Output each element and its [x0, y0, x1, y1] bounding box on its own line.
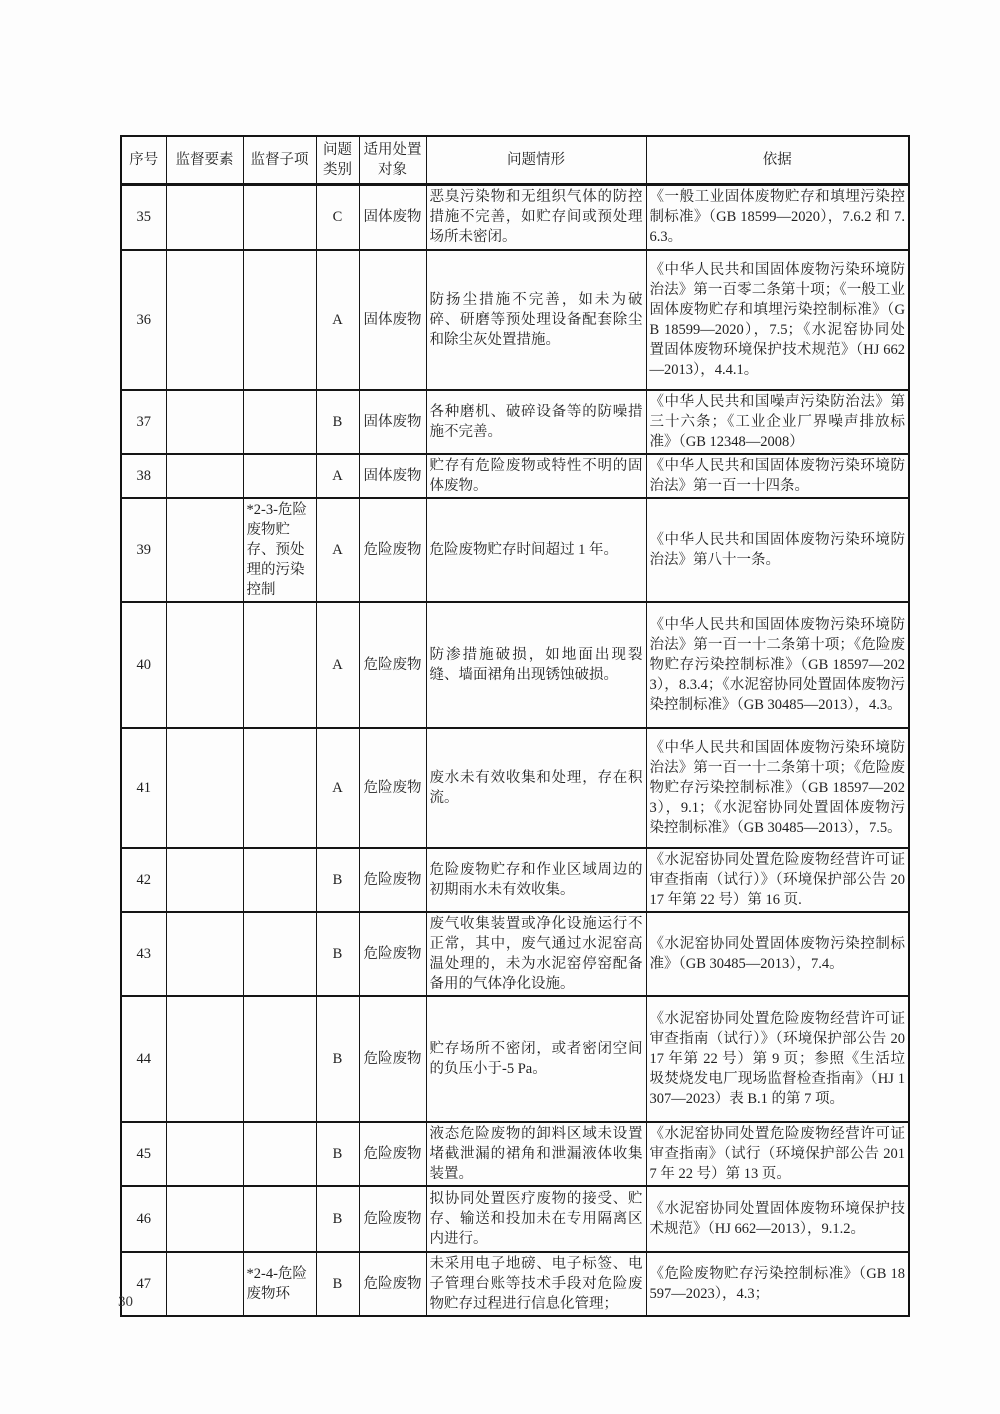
- cell-seq-no: 42: [121, 848, 166, 912]
- cell-problem-class: B: [316, 912, 359, 996]
- cell-basis: 《中华人民共和国固体废物污染环境防治法》第一百一十二条第十项；《危险废物贮存污染控制标准》（GB 18597—2023），8.3.4；《水泥窑协同处置固体废物污染控制标准》（GB 30485—2013），4.3。: [646, 602, 909, 728]
- cell-seq-no: 46: [121, 1186, 166, 1252]
- cell-seq-no: 37: [121, 390, 166, 454]
- cell-problem-situation: 未采用电子地磅、电子标签、电子管理台账等技术手段对危险废物贮存过程进行信息化管理；: [426, 1252, 646, 1316]
- cell-problem-situation: 贮存场所不密闭，或者密闭空间的负压小于-5 Pa。: [426, 996, 646, 1122]
- table-row: [121, 1252, 909, 1316]
- cell-seq-no: 41: [121, 728, 166, 848]
- cell-basis: 《一般工业固体废物贮存和填埋污染控制标准》（GB 18599—2020），7.6.2 和 7.6.3。: [646, 185, 909, 250]
- cell-applicable-target: 危险废物: [359, 912, 426, 996]
- cell-applicable-target: 危险废物: [359, 1252, 426, 1316]
- cell-problem-class: B: [316, 1186, 359, 1252]
- cell-supervision-subitem: [243, 912, 316, 996]
- cell-applicable-target: 固体废物: [359, 185, 426, 250]
- cell-seq-no: 47: [121, 1252, 166, 1316]
- cell-applicable-target: 危险废物: [359, 848, 426, 912]
- cell-problem-class: A: [316, 602, 359, 728]
- cell-supervision-element: [166, 1252, 243, 1316]
- cell-seq-no: 44: [121, 996, 166, 1122]
- cell-applicable-target: 危险废物: [359, 498, 426, 602]
- header-seq-no: 序号: [121, 136, 166, 185]
- cell-supervision-subitem: [243, 454, 316, 498]
- table-row: [121, 996, 909, 1122]
- cell-seq-no: 35: [121, 185, 166, 250]
- cell-supervision-element: [166, 848, 243, 912]
- cell-supervision-subitem: *2-3-危险废物贮存、预处理的污染控制: [243, 498, 316, 602]
- cell-supervision-subitem: [243, 996, 316, 1122]
- cell-supervision-subitem: [243, 602, 316, 728]
- cell-supervision-element: [166, 454, 243, 498]
- cell-supervision-element: [166, 1122, 243, 1186]
- cell-basis: 《中华人民共和国固体废物污染环境防治法》第一百零二条第十项；《一般工业固体废物贮存和填埋污染控制标准》（GB 18599—2020），7.5；《水泥窑协同处置固体废物环境保护技术规范》（HJ 662—2013），4.4.1。: [646, 250, 909, 390]
- cell-seq-no: 40: [121, 602, 166, 728]
- inspection-items-table: [120, 135, 910, 1317]
- cell-supervision-element: [166, 498, 243, 602]
- table-row: [121, 185, 909, 250]
- cell-supervision-element: [166, 728, 243, 848]
- cell-applicable-target: 固体废物: [359, 250, 426, 390]
- cell-seq-no: 43: [121, 912, 166, 996]
- cell-problem-situation: 废水未有效收集和处理，存在积流。: [426, 728, 646, 848]
- cell-supervision-subitem: [243, 390, 316, 454]
- cell-basis: 《危险废物贮存污染控制标准》（GB 18597—2023），4.3；: [646, 1252, 909, 1316]
- cell-supervision-subitem: [243, 848, 316, 912]
- cell-applicable-target: 危险废物: [359, 602, 426, 728]
- table-row: [121, 912, 909, 996]
- cell-problem-situation: 防渗措施破损，如地面出现裂缝、墙面裙角出现锈蚀破损。: [426, 602, 646, 728]
- header-problem-situation: 问题情形: [426, 136, 646, 185]
- cell-basis: 《水泥窑协同处置危险废物经营许可证审查指南（试行）》（环境保护部公告 2017 年第 22 号）第 16 页.: [646, 848, 909, 912]
- cell-supervision-element: [166, 250, 243, 390]
- cell-supervision-element: [166, 390, 243, 454]
- cell-supervision-subitem: [243, 728, 316, 848]
- cell-problem-class: A: [316, 454, 359, 498]
- cell-seq-no: 36: [121, 250, 166, 390]
- cell-supervision-subitem: [243, 185, 316, 250]
- cell-problem-situation: 危险废物贮存时间超过 1 年。: [426, 498, 646, 602]
- table-row: [121, 498, 909, 602]
- cell-problem-class: B: [316, 390, 359, 454]
- cell-problem-situation: 拟协同处置医疗废物的接受、贮存、输送和投加未在专用隔离区内进行。: [426, 1186, 646, 1252]
- cell-problem-class: A: [316, 250, 359, 390]
- cell-basis: 《水泥窑协同处置固体废物环境保护技术规范》（HJ 662—2013），9.1.2。: [646, 1186, 909, 1252]
- table-row: [121, 848, 909, 912]
- table-row: [121, 454, 909, 498]
- cell-applicable-target: 固体废物: [359, 454, 426, 498]
- cell-basis: 《水泥窑协同处置危险废物经营许可证审查指南》（试行（环境保护部公告 2017 年 22 号）第 13 页。: [646, 1122, 909, 1186]
- cell-basis: 《中华人民共和国固体废物污染环境防治法》第八十一条。: [646, 498, 909, 602]
- cell-problem-class: B: [316, 848, 359, 912]
- header-basis: 依据: [646, 136, 909, 185]
- cell-problem-class: B: [316, 1122, 359, 1186]
- cell-problem-class: A: [316, 498, 359, 602]
- cell-problem-situation: 各种磨机、破碎设备等的防噪措施不完善。: [426, 390, 646, 454]
- cell-problem-situation: 废气收集装置或净化设施运行不正常，其中，废气通过水泥窑高温处理的，未为水泥窑停窑配备备用的气体净化设施。: [426, 912, 646, 996]
- cell-supervision-element: [166, 1186, 243, 1252]
- cell-problem-class: B: [316, 1252, 359, 1316]
- cell-basis: 《中华人民共和国噪声污染防治法》第三十六条；《工业企业厂界噪声排放标准》（GB 12348—2008）: [646, 390, 909, 454]
- table-row: [121, 1186, 909, 1252]
- cell-applicable-target: 危险废物: [359, 1186, 426, 1252]
- cell-problem-situation: 防扬尘措施不完善，如未为破碎、研磨等预处理设备配套除尘和除尘灰处置措施。: [426, 250, 646, 390]
- cell-basis: 《中华人民共和国固体废物污染环境防治法》第一百一十四条。: [646, 454, 909, 498]
- cell-basis: 《水泥窑协同处置危险废物经营许可证审查指南（试行）》（环境保护部公告 2017 年第 22 号）第 9 页；参照《生活垃圾焚烧发电厂现场监督检查指南》（HJ 1307—2023）表 B.1 的第 7 项。: [646, 996, 909, 1122]
- cell-seq-no: 39: [121, 498, 166, 602]
- table-header-row: [121, 136, 909, 185]
- header-supervision-element: 监督要素: [166, 136, 243, 185]
- cell-supervision-subitem: [243, 1186, 316, 1252]
- cell-problem-situation: 恶臭污染物和无组织气体的防控措施不完善，如贮存间或预处理场所未密闭。: [426, 185, 646, 250]
- cell-seq-no: 45: [121, 1122, 166, 1186]
- cell-supervision-element: [166, 602, 243, 728]
- cell-applicable-target: 危险废物: [359, 728, 426, 848]
- cell-problem-class: A: [316, 728, 359, 848]
- cell-seq-no: 38: [121, 454, 166, 498]
- cell-applicable-target: 危险废物: [359, 996, 426, 1122]
- cell-supervision-element: [166, 185, 243, 250]
- table-row: [121, 390, 909, 454]
- cell-problem-class: B: [316, 996, 359, 1122]
- cell-problem-situation: 贮存有危险废物或特性不明的固体废物。: [426, 454, 646, 498]
- page-number: 30: [118, 1294, 133, 1310]
- cell-supervision-subitem: *2-4-危险废物环: [243, 1252, 316, 1316]
- cell-problem-situation: 危险废物贮存和作业区域周边的初期雨水未有效收集。: [426, 848, 646, 912]
- header-problem-class: 问题类别: [316, 136, 359, 185]
- cell-problem-situation: 液态危险废物的卸料区域未设置堵截泄漏的裙角和泄漏液体收集装置。: [426, 1122, 646, 1186]
- cell-basis: 《中华人民共和国固体废物污染环境防治法》第一百一十二条第十项；《危险废物贮存污染控制标准》（GB 18597—2023），9.1；《水泥窑协同处置固体废物污染控制标准》（GB 30485—2013），7.5。: [646, 728, 909, 848]
- cell-basis: 《水泥窑协同处置固体废物污染控制标准》（GB 30485—2013），7.4。: [646, 912, 909, 996]
- cell-problem-class: C: [316, 185, 359, 250]
- cell-applicable-target: 固体废物: [359, 390, 426, 454]
- cell-supervision-element: [166, 996, 243, 1122]
- table-row: [121, 1122, 909, 1186]
- cell-supervision-subitem: [243, 250, 316, 390]
- cell-supervision-subitem: [243, 1122, 316, 1186]
- header-supervision-subitem: 监督子项: [243, 136, 316, 185]
- table-row: [121, 602, 909, 728]
- table-row: [121, 250, 909, 390]
- cell-supervision-element: [166, 912, 243, 996]
- table-row: [121, 728, 909, 848]
- header-applicable-target: 适用处置对象: [359, 136, 426, 185]
- cell-applicable-target: 危险废物: [359, 1122, 426, 1186]
